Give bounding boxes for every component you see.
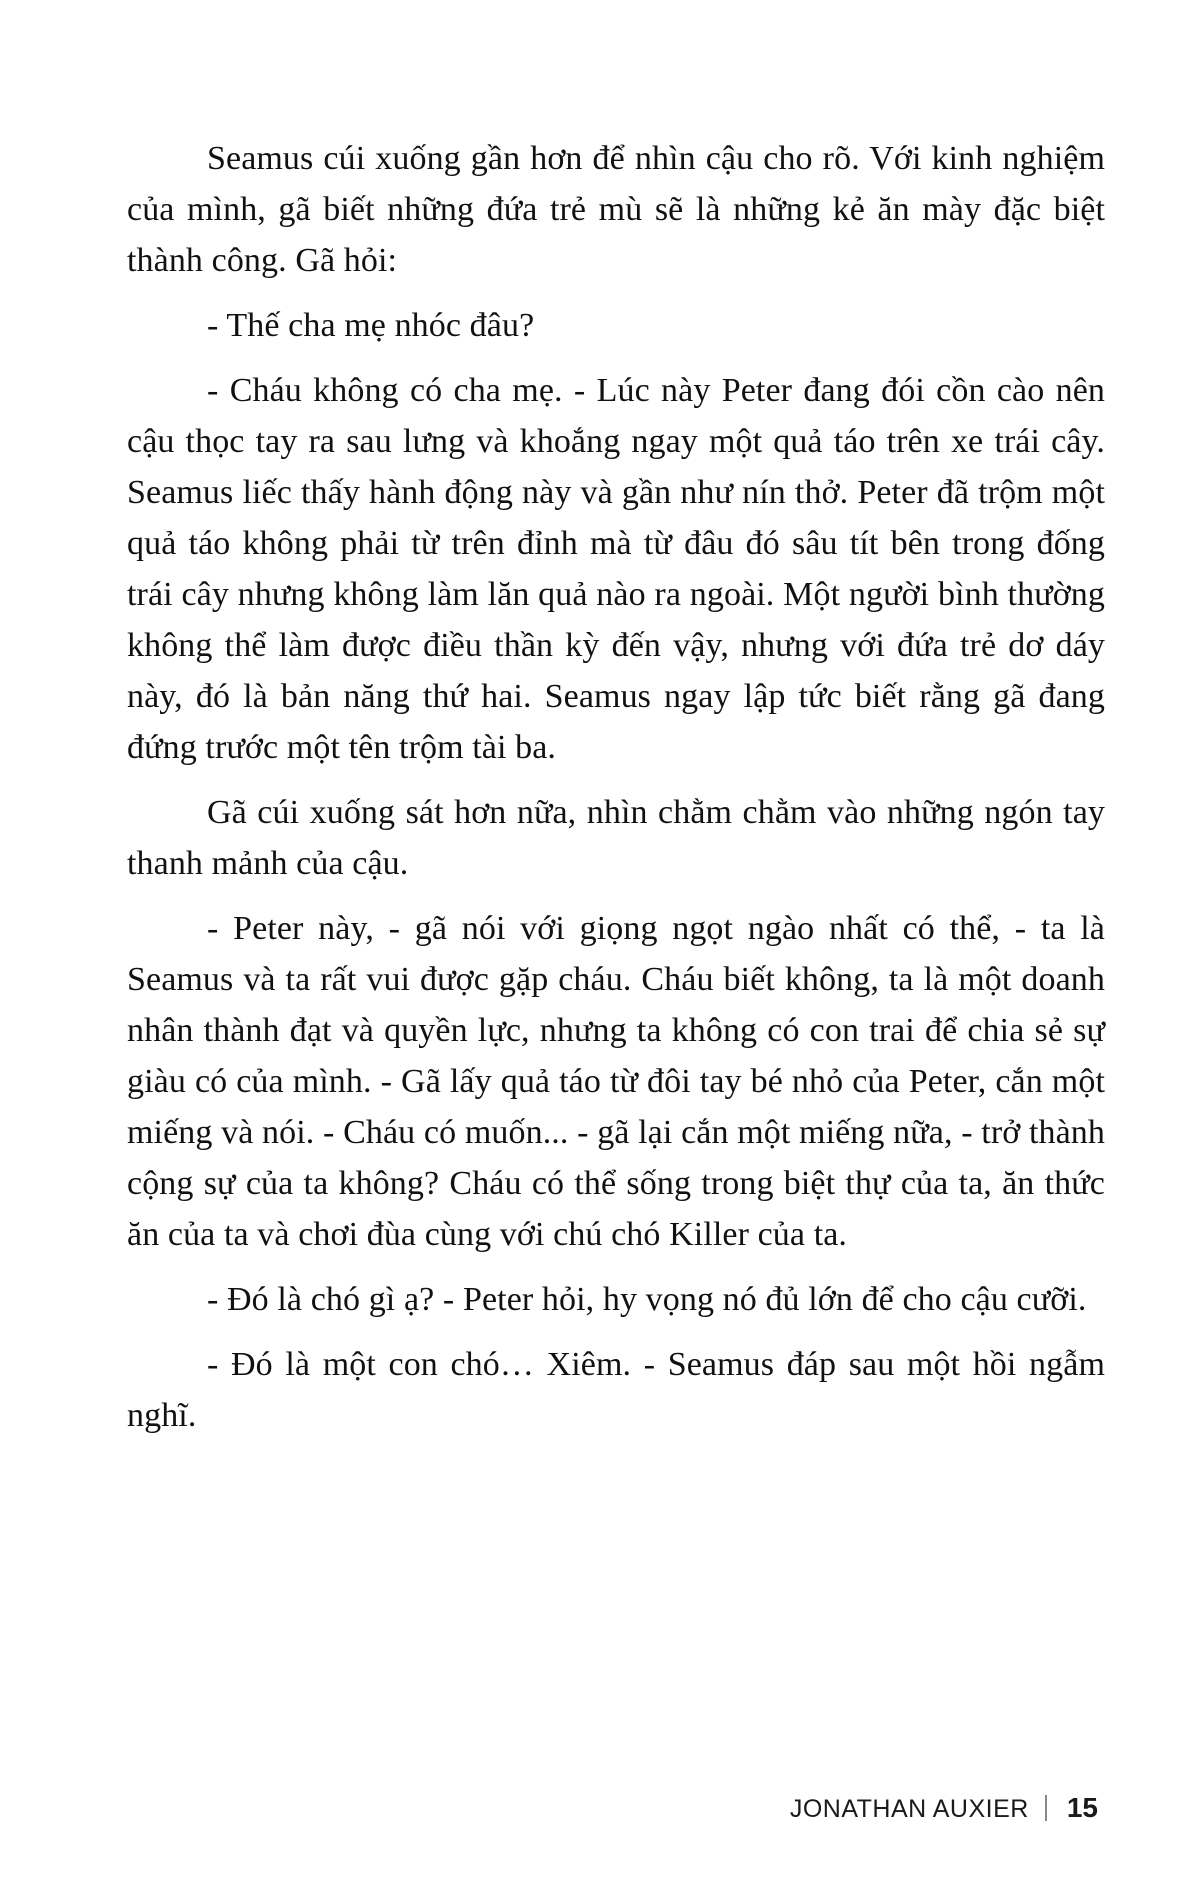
- paragraph: - Thế cha mẹ nhóc đâu?: [207, 307, 535, 344]
- paragraph: - Cháu không có cha mẹ. - Lúc này Peter đang đói cồn cào nên cậu thọc tay ra sau lưng và khoắng ngay một quả táo trên xe trái cây. Seamus liếc thấy hành động này và gần như nín thở. Peter đã trộm một quả táo không phải từ trên đỉnh mà từ đâu đó sâu tít bên trong đống trái cây nhưng không làm lăn quả nào ra ngoài. Một người bình thường không thể làm được điều thần kỳ đến vậy, nhưng với đứa trẻ dơ dáy này, đó là bản năng thứ hai. Seamus ngay lập tức biết rằng gã đang đứng trước một tên trộm tài ba.: [127, 372, 1105, 766]
- paragraph: - Peter này, - gã nói với giọng ngọt ngào nhất có thể, - ta là Seamus và ta rất vui được gặp cháu. Cháu biết không, ta là một doanh nhân thành đạt và quyền lực, nhưng ta không có con trai để chia sẻ sự giàu có của mình. - Gã lấy quả táo từ đôi tay bé nhỏ của Peter, cắn một miếng và nói. - Cháu có muốn... - gã lại cắn một miếng nữa, - trở thành cộng sự của ta không? Cháu có thể sống trong biệt thự của ta, ăn thức ăn của ta và chơi đùa cùng với chú chó Killer của ta.: [127, 910, 1105, 1253]
- running-head-author: JONATHAN AUXIER: [789, 1795, 1029, 1823]
- paragraph: Gã cúi xuống sát hơn nữa, nhìn chằm chằm vào những ngón tay thanh mảnh của cậu.: [127, 794, 1105, 882]
- page-footer: [768, 1792, 1098, 1824]
- paragraph: - Đó là chó gì ạ? - Peter hỏi, hy vọng nó đủ lớn để cho cậu cưỡi.: [207, 1281, 1087, 1318]
- paragraph: - Đó là một con chó… Xiêm. - Seamus đáp sau một hồi ngẫm nghĩ.: [127, 1346, 1105, 1434]
- footer-divider: [1045, 1795, 1047, 1821]
- book-page-body: [127, 133, 1105, 1455]
- page-number: 15: [1066, 1792, 1098, 1823]
- paragraph: Seamus cúi xuống gần hơn để nhìn cậu cho rõ. Với kinh nghiệm của mình, gã biết những đứa trẻ mù sẽ là những kẻ ăn mày đặc biệt thành công. Gã hỏi:: [127, 140, 1105, 279]
